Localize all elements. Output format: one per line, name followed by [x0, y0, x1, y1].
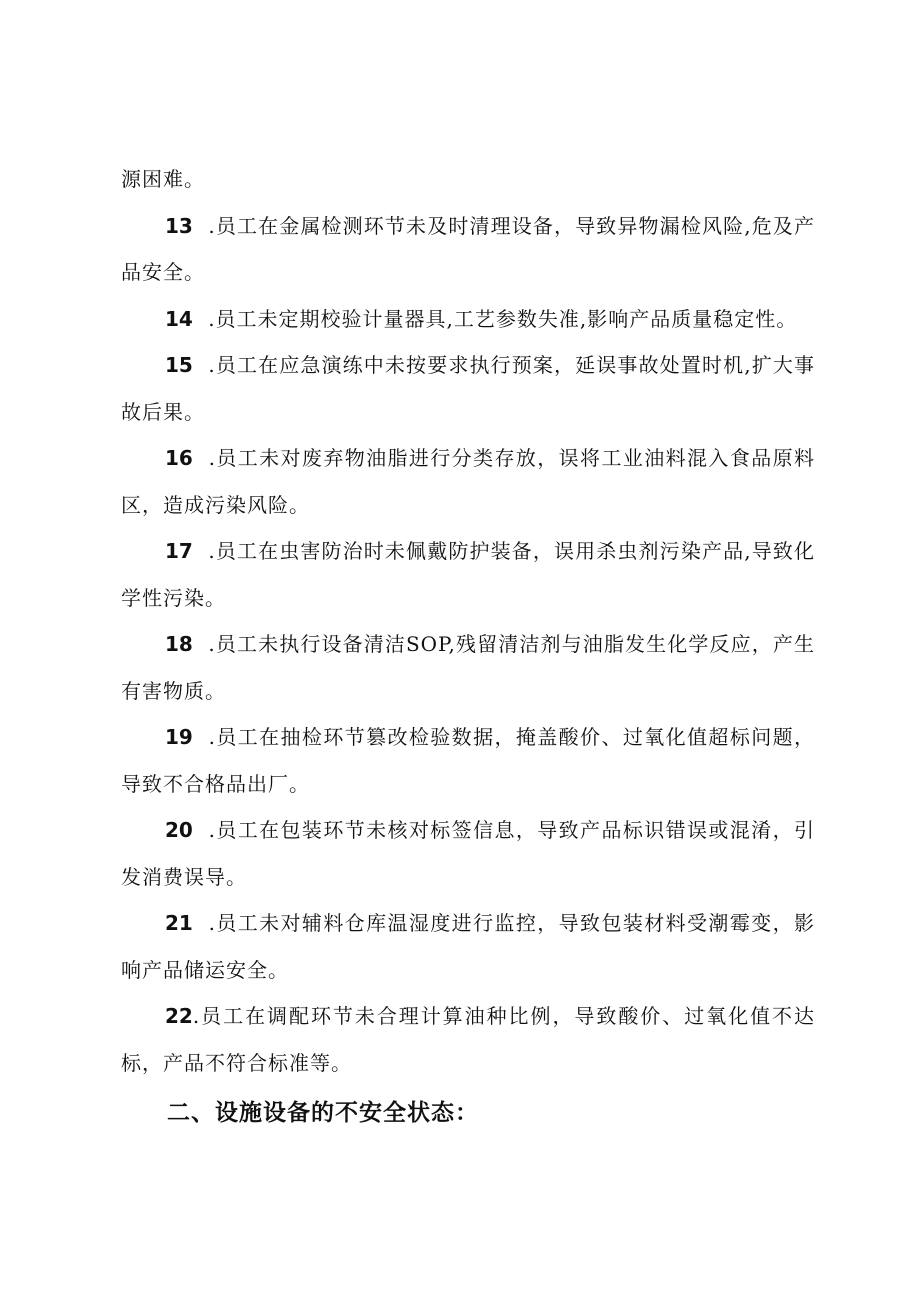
- list-item-21: [121, 900, 815, 993]
- item-text: .员工未对辅料仓库温湿度进行监控，导致包装材料受潮霉变，影响产品储运安全。: [121, 911, 815, 982]
- item-number: 18: [165, 632, 193, 656]
- item-number: 16: [165, 446, 193, 470]
- item-number: 21: [165, 911, 193, 935]
- item-number: 22: [165, 1004, 193, 1028]
- item-text: .员工未定期校验计量器具,工艺参数失准,影响产品质量稳定性。: [200, 306, 798, 331]
- list-item-15: [121, 342, 815, 435]
- item-text: .员工在调配环节未合理计算油种比例，导致酸价、过氧化值不达标，产品不符合标准等。: [121, 1004, 815, 1075]
- list-item-18: [121, 621, 815, 714]
- section-heading: 二、设施设备的不安全状态：: [167, 1100, 479, 1126]
- list-item-17: [121, 528, 815, 621]
- item-number: 20: [165, 818, 193, 842]
- item-text: .员工在包装环节未核对标签信息，导致产品标识错误或混淆，引发消费误导。: [121, 818, 815, 889]
- item-text: .员工在抽检环节篡改检验数据，掩盖酸价、过氧化值超标问题，导致不合格品出厂。: [121, 725, 815, 796]
- item-number: 13: [165, 213, 193, 238]
- list-item-20: [121, 807, 815, 900]
- document-body: [121, 156, 815, 1086]
- continuation-paragraph: 源困难。: [121, 167, 205, 191]
- list-item-14: [121, 296, 815, 343]
- item-text: .员工未执行设备清洁SOP,残留清洁剂与油脂发生化学反应，产生有害物质。: [121, 632, 815, 703]
- item-number: 14: [165, 306, 193, 331]
- item-text: .员工在应急演练中未按要求执行预案，延误事故处置时机,扩大事故后果。: [121, 353, 815, 424]
- item-text: .员工未对废弃物油脂进行分类存放，误将工业油料混入食品原料区，造成污染风险。: [121, 446, 815, 517]
- item-number: 19: [165, 725, 193, 749]
- list-item-13: [121, 203, 815, 296]
- list-item-22: [121, 993, 815, 1086]
- item-text: .员工在虫害防治时未佩戴防护装备，误用杀虫剂污染产品,导致化学性污染。: [121, 539, 815, 610]
- item-text: .员工在金属检测环节未及时清理设备，导致异物漏检风险,危及产品安全。: [121, 213, 815, 284]
- item-number: 15: [165, 353, 193, 377]
- list-item-19: [121, 714, 815, 807]
- item-number: 17: [165, 539, 193, 563]
- list-item-16: [121, 435, 815, 528]
